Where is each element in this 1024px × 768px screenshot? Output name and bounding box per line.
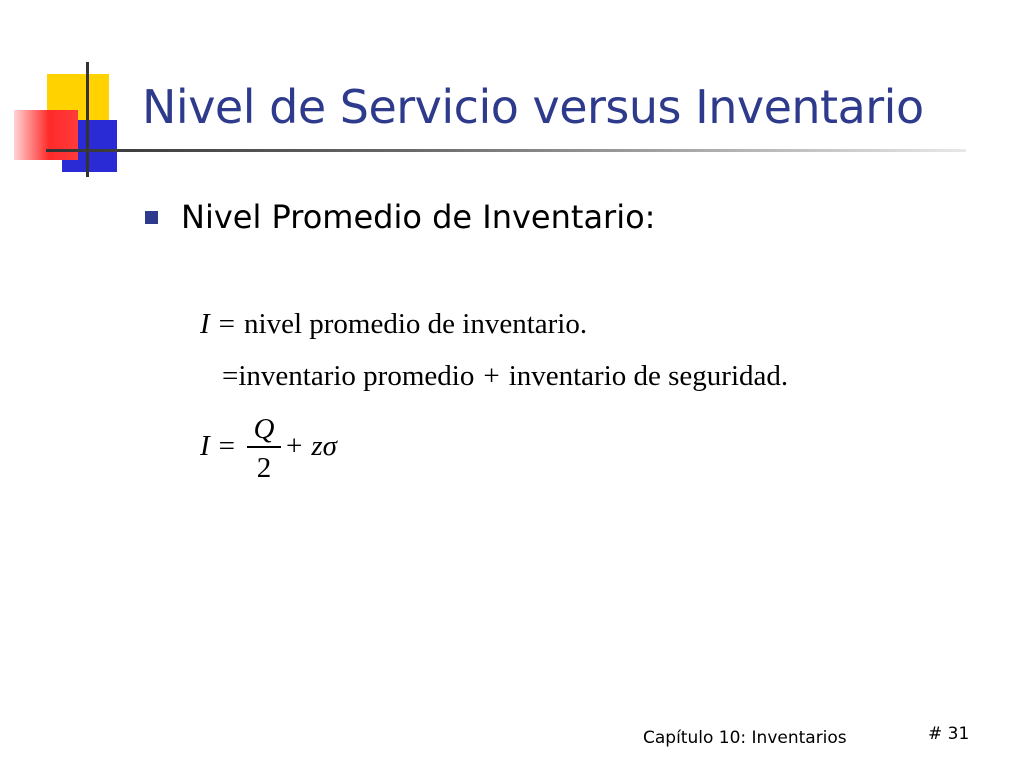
eq3-plus: + xyxy=(286,430,303,462)
eq2-term2: inventario de seguridad. xyxy=(508,360,789,392)
footer-chapter: Capítulo 10: Inventarios xyxy=(643,728,847,748)
eq3-numerator: Q xyxy=(253,413,275,445)
eq1-variable: I xyxy=(200,308,210,340)
bullet-item xyxy=(145,198,655,236)
eq3-z: z xyxy=(311,430,323,462)
equation-line-3 xyxy=(200,412,400,492)
slide-number: # 31 xyxy=(928,724,970,744)
eq2-plus: + xyxy=(483,360,500,392)
eq2-equals: = xyxy=(222,360,239,392)
slide-title: Nivel de Servicio versus Inventario xyxy=(142,80,924,134)
bullet-square-icon xyxy=(145,211,158,224)
eq3-sigma: σ xyxy=(322,430,337,462)
title-underline xyxy=(46,149,966,152)
equation-line-1 xyxy=(200,308,587,341)
eq3-fraction xyxy=(250,412,278,484)
slide-logo xyxy=(0,0,150,190)
bullet-text: Nivel Promedio de Inventario: xyxy=(181,198,656,236)
eq3-equals: = xyxy=(218,430,236,462)
eq3-denominator: 2 xyxy=(256,452,272,484)
eq1-equals: = xyxy=(218,308,236,340)
equation-line-2 xyxy=(222,360,788,393)
eq1-definition: nivel promedio de inventario. xyxy=(244,308,588,340)
eq3-lhs: I xyxy=(200,430,210,462)
logo-red-square xyxy=(14,110,78,160)
logo-vertical-line xyxy=(86,62,89,177)
eq2-term1: inventario promedio xyxy=(238,360,475,392)
